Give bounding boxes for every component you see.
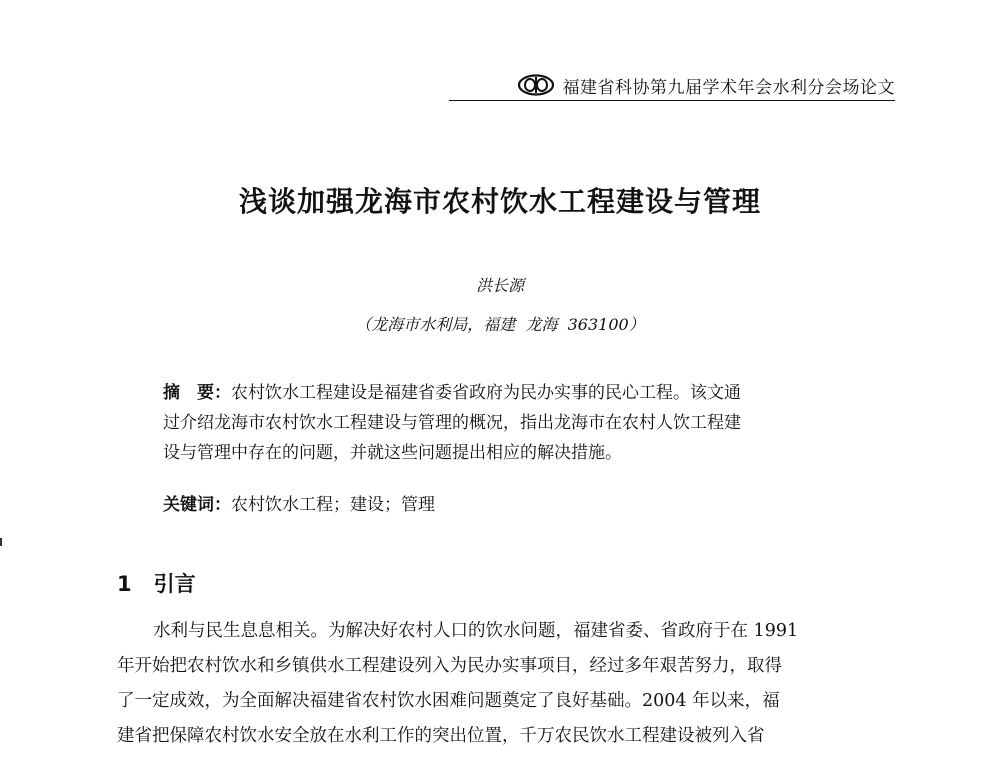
running-header xyxy=(449,70,895,101)
section-heading xyxy=(117,568,196,598)
abstract-line: 设与管理中存在的问题，并就这些问题提出相应的解决措施。 xyxy=(163,443,622,463)
author-name: 洪长源 xyxy=(475,276,524,295)
abstract-text: 农村饮水工程建设是福建省委省政府为民办实事的民心工程。该文通 xyxy=(231,383,741,403)
abstract-line xyxy=(163,378,863,408)
paper-title: 浅谈加强龙海市农村饮水工程建设与管理 xyxy=(238,185,761,218)
abstract-label xyxy=(163,383,231,403)
margin-mark xyxy=(0,538,2,546)
section-number: 1 xyxy=(117,572,132,596)
running-header-text: 福建省科协第九届学术年会水利分会场论文 xyxy=(562,77,895,98)
abstract-label-char: 要： xyxy=(197,383,231,403)
abstract xyxy=(163,378,863,468)
body-text xyxy=(117,614,887,754)
author-affiliation: （龙海市水利局，福建 龙海 363100） xyxy=(355,315,645,334)
body-line: 年开始把农村饮水和乡镇供水工程建设列入为民办实事项目，经过多年艰苦努力，取得 xyxy=(117,656,782,676)
body-line: 水利与民生息息相关。为解决好农村人口的饮水问题，福建省委、省政府于在 1991 xyxy=(153,621,799,641)
keywords xyxy=(163,490,435,515)
keywords-label: 关键词： xyxy=(163,495,231,515)
abstract-line: 过介绍龙海市农村饮水工程建设与管理的概况，指出龙海市在农村人饮工程建 xyxy=(163,413,741,433)
abstract-label-char: 摘 xyxy=(163,383,180,403)
keywords-text: 农村饮水工程；建设；管理 xyxy=(231,495,435,515)
section-title: 引言 xyxy=(153,572,196,596)
body-line: 建省把保障农村饮水安全放在水利工作的突出位置，千万农民饮水工程建设被列入省 xyxy=(117,726,765,746)
body-line: 了一定成效，为全面解决福建省农村饮水困难问题奠定了良好基础。2004 年以来，福 xyxy=(117,691,780,711)
cast-logo-icon xyxy=(517,74,555,96)
